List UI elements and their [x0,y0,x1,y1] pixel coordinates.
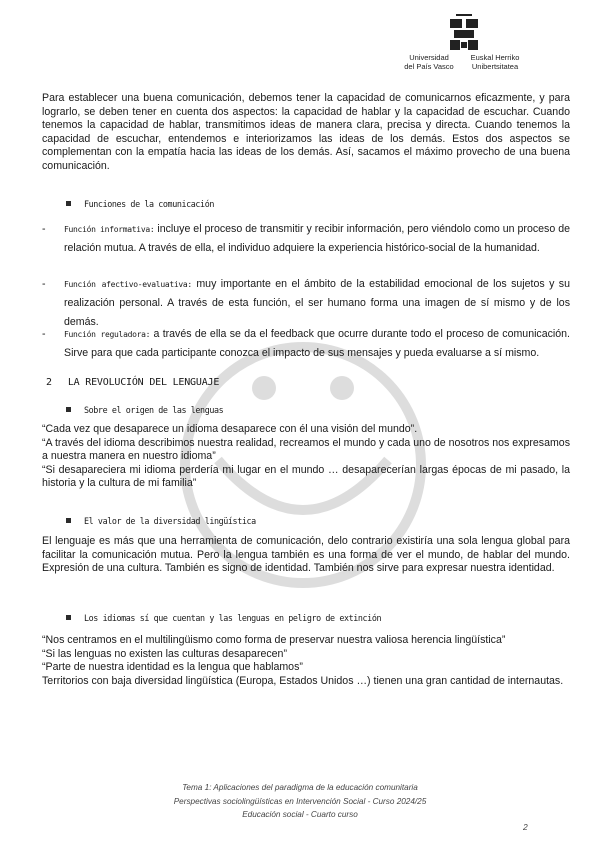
intro-paragraph: Para establecer una buena comunicación, debemos tener la capacidad de comunicarnos eficazmente, y para lograrlo, se deben tener en cuenta dos aspectos: la capacidad de hablar y la capacidad de escuchar. Cuando tenemos la capacidad de hablar, transmitimos ideas de manera clara, precisa y directa. Cuando tenemos la capacidad de escuchar, entendemos e interiorizamos las ideas de los demás. Estos dos aspectos se complementan con la empatía hacia las ideas de los demás. Así, sacamos el máximo provecho de una buena comunicación. [42,92,570,172]
footer-line-2: Perspectivas sociolingüísticas en Intervención Social - Curso 2024/25 [173,797,427,806]
label-afectivo: Función afectivo-evaluativa: [64,280,192,289]
logo-text-eu-2: Unibertsitatea [471,61,519,71]
text-reguladora: a través de ella se da el feedback que ocurre durante todo el proceso de comunicación. Sirve para que cada participante conozca el impacto de sus mensajes y pueda evaluarse a sí mismo. [64,328,571,360]
list-item-afectivo: - Función afectivo-evaluativa: muy importante en el ámbito de la estabilidad emocional de los sujetos y su realización personal. A través de esta función, el ser humano forma una imagen de sí mismo y de los demás. [42,278,570,328]
quote-line: “Cada vez que desaparece un idioma desaparece con él una visión del mundo”. [42,423,418,435]
quote-line: “Si las lenguas no existen las culturas desaparecen” [42,647,287,660]
text-line: Territorios con baja diversidad lingüística (Europa, Estados Unidos …) tienen una gran cantidad de internautas. [42,674,564,687]
quote-line: “A través del idioma describimos nuestra realidad, recreamos el mundo y cada uno de nosotros nos expresamos a nuestra manera en nuestro idioma” [42,436,570,463]
square-bullet-icon [66,615,71,620]
university-emblem-icon [448,14,480,52]
square-bullet-icon [66,201,71,206]
subheading-idiomas [66,613,381,623]
subheading-funciones-text: Funciones de la comunicación [84,199,214,209]
section-title: LA REVOLUCIÓN DEL LENGUAJE [67,377,220,388]
section-heading [46,377,219,388]
footer-line-1: Tema 1: Aplicaciones del paradigma de la educación comunitaria [182,783,418,792]
logo-text-es-2: del País Vasco [404,61,454,71]
logo-text-eu-1: Euskal Herriko [470,53,520,62]
section-number: 2 [46,377,52,388]
subheading-idiomas-text: Los idiomas sí que cuentan y las lenguas en peligro de extinción [84,613,382,623]
subheading-funciones [66,199,214,209]
university-logo [398,14,528,74]
subheading-origen [66,405,223,415]
list-item-informativa: - Función informativa: incluye el proceso de transmitir y recibir información, pero viéndolo como un proceso de relación mutua. A través de ella, el individuo adquiere la experiencia histórico-social de la humanidad. [42,223,570,255]
list-item-reguladora: - Función reguladora: a través de ella se da el feedback que ocurre durante todo el proceso de comunicación. Sirve para que cada participante conozca el impacto de sus mensajes y pueda evaluarse a sí mismo. [42,328,571,360]
square-bullet-icon [66,518,71,523]
text-informativa: incluye el proceso de transmitir y recibir información, pero viéndolo como un proceso de relación mutua. A través de ella, el individuo adquiere la experiencia histórico-social de la humanidad. [64,223,570,255]
footer-line-3: Educación social - Cuarto curso [242,810,358,819]
quote-line: “Nos centramos en el multilingüismo como forma de preservar nuestra valiosa herencia lingüística” [42,634,506,646]
quote-line: “Si desapareciera mi idioma perdería mi lugar en el mundo … desaparecerían largas épocas de mi pasado, la historia y la cultura de mi familia” [42,463,570,490]
logo-text-es-1: Universidad [409,53,449,62]
label-reguladora: Función reguladora: [64,330,151,339]
origen-quotes [42,423,570,491]
label-informativa: Función informativa: [64,225,155,234]
text-afectivo: muy importante en el ámbito de la estabilidad emocional de los sujetos y su realización personal. A través de esta función, el ser humano forma una imagen de sí mismo y de los demás. [64,278,570,328]
quote-line: “Parte de nuestra identidad es la lengua que hablamos” [42,661,303,674]
square-bullet-icon [66,407,71,412]
subheading-origen-text: Sobre el origen de las lenguas [84,405,224,415]
page-number: 2 [523,822,528,832]
diversidad-paragraph: El lenguaje es más que una herramienta de comunicación, delo contrario existiría una sola lengua global para facilitar la comunicación mutua. Pero la lengua también es una forma de ver el mundo, de hablar del mundo. Expresión de una cultura. También es signo de identidad. También nos sirve para expresar nuestra identidad. [42,535,570,575]
subheading-diversidad [66,516,256,526]
subheading-diversidad-text: El valor de la diversidad lingüística [84,516,256,526]
idiomas-quotes [42,634,570,688]
